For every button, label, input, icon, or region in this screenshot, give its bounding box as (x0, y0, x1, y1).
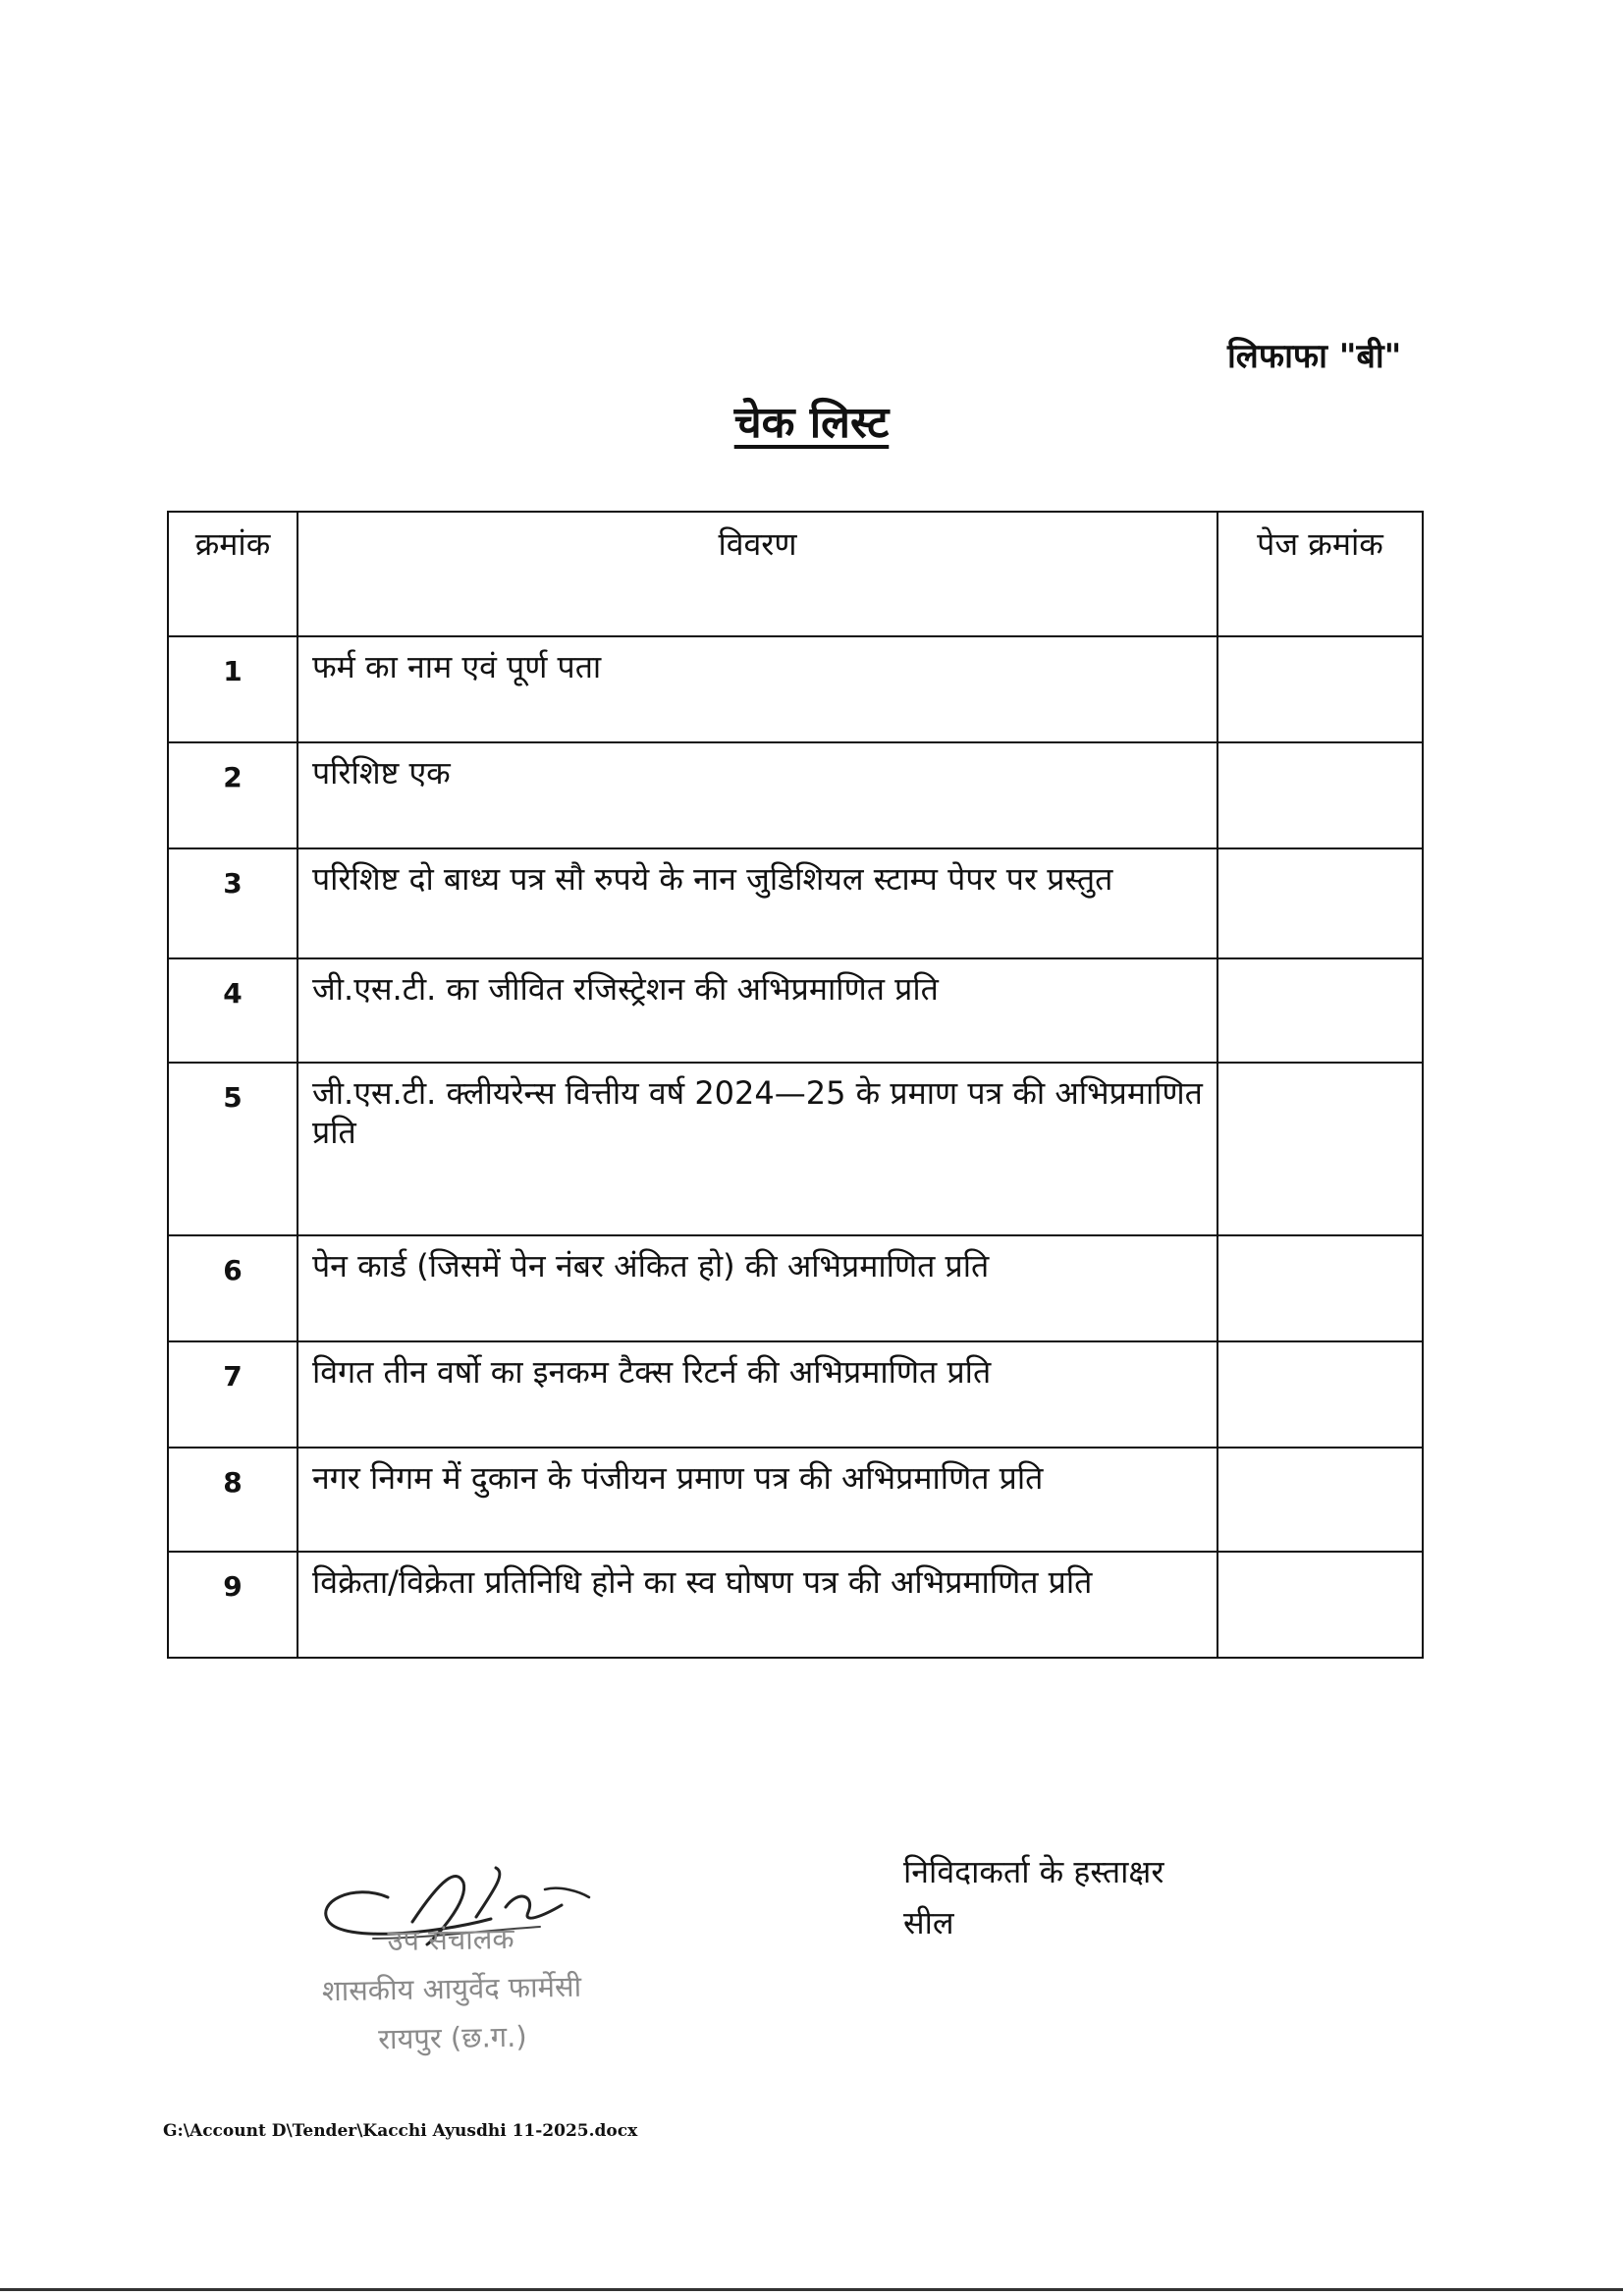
envelope-label: लिफाफा "बी" (1227, 337, 1402, 376)
column-header-serial: क्रमांक (168, 512, 298, 636)
row-serial: 2 (168, 742, 298, 848)
checklist-table (167, 511, 1424, 1659)
row-description: पेन कार्ड (जिसमें पेन नंबर अंकित हो) की अभिप्रमाणित प्रति (298, 1235, 1217, 1341)
column-header-description: विवरण (298, 512, 1217, 636)
row-description: नगर निगम में दुकान के पंजीयन प्रमाण पत्र की अभिप्रमाणित प्रति (298, 1448, 1217, 1552)
row-page-number (1217, 848, 1423, 958)
row-page-number (1217, 1448, 1423, 1552)
stamp-location: रायपुर (छ.ग.) (377, 2019, 527, 2056)
table-row (168, 1341, 1423, 1448)
page-bottom-divider (0, 2288, 1623, 2291)
stamp-office: शासकीय आयुर्वेद फार्मेसी (321, 1969, 582, 2008)
table-row (168, 1235, 1423, 1341)
row-page-number (1217, 1063, 1423, 1235)
row-page-number (1217, 742, 1423, 848)
row-description: जी.एस.टी. का जीवित रजिस्ट्रेशन की अभिप्रमाणित प्रति (298, 958, 1217, 1063)
row-serial: 1 (168, 636, 298, 742)
row-serial: 9 (168, 1552, 298, 1658)
table-row (168, 742, 1423, 848)
table-row (168, 1063, 1423, 1235)
bidder-signature-label: निविदाकर्ता के हस्ताक्षर (903, 1853, 1164, 1890)
row-serial: 8 (168, 1448, 298, 1552)
row-page-number (1217, 636, 1423, 742)
row-description: जी.एस.टी. क्लीयरेन्स वित्तीय वर्ष 2024—25 के प्रमाण पत्र की अभिप्रमाणित प्रति (298, 1063, 1217, 1235)
row-serial: 3 (168, 848, 298, 958)
row-description: फर्म का नाम एवं पूर्ण पता (298, 636, 1217, 742)
bidder-seal-label: सील (903, 1904, 954, 1941)
row-page-number (1217, 958, 1423, 1063)
row-description: परिशिष्ट दो बाध्य पत्र सौ रुपये के नान जुडिशियल स्टाम्प पेपर पर प्रस्तुत (298, 848, 1217, 958)
table-header-row (168, 512, 1423, 636)
file-path: G:\Account D\Tender\Kacchi Ayusdhi 11-2025.docx (163, 2121, 638, 2141)
table-row (168, 848, 1423, 958)
row-description: विक्रेता/विक्रेता प्रतिनिधि होने का स्व घोषण पत्र की अभिप्रमाणित प्रति (298, 1552, 1217, 1658)
row-serial: 6 (168, 1235, 298, 1341)
table-row (168, 636, 1423, 742)
bidder-signature-block (903, 1846, 1163, 1948)
column-header-page-number: पेज क्रमांक (1217, 512, 1423, 636)
row-serial: 4 (168, 958, 298, 1063)
table-row (168, 958, 1423, 1063)
row-page-number (1217, 1552, 1423, 1658)
stamp-designation: उप संचालक (387, 1921, 514, 1958)
row-page-number (1217, 1341, 1423, 1448)
table-row (168, 1552, 1423, 1658)
row-page-number (1217, 1235, 1423, 1341)
row-serial: 7 (168, 1341, 298, 1448)
page-title: चेक लिस्ट (733, 398, 890, 448)
official-stamp (274, 1912, 630, 2065)
row-description: विगत तीन वर्षो का इनकम टैक्स रिटर्न की अभिप्रमाणित प्रति (298, 1341, 1217, 1448)
row-serial: 5 (168, 1063, 298, 1235)
row-description: परिशिष्ट एक (298, 742, 1217, 848)
table-row (168, 1448, 1423, 1552)
